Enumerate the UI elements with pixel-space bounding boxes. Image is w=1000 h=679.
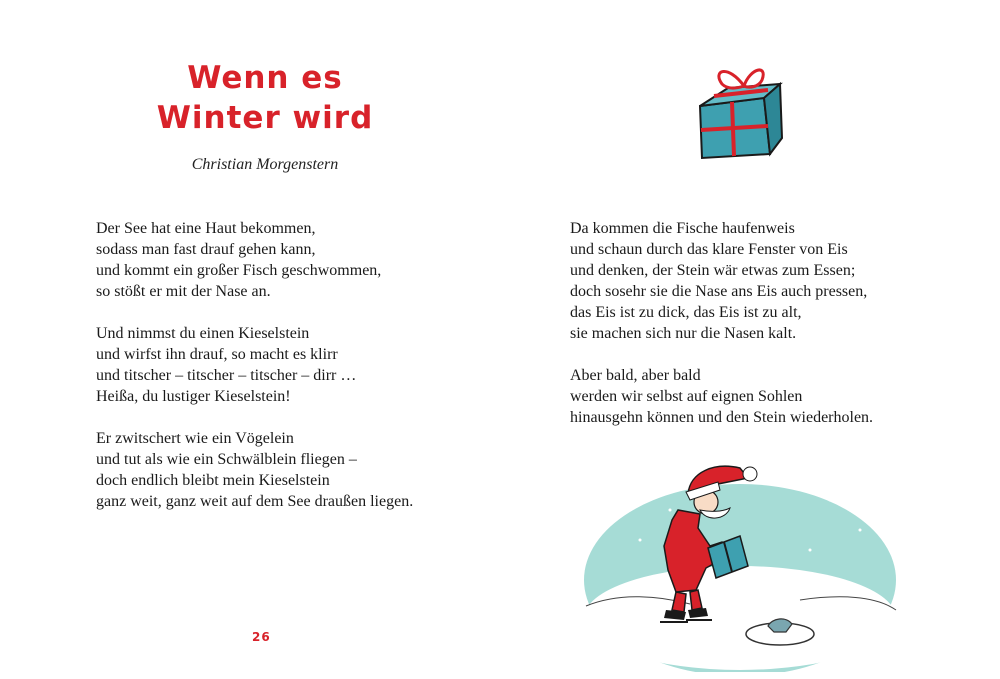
stanza	[96, 428, 413, 512]
verse-line: sodass man fast drauf gehen kann,	[96, 241, 316, 258]
verse-line: ganz weit, ganz weit auf dem See draußen liegen.	[96, 493, 414, 510]
verse-line: hinausgehn können und den Stein wiederholen.	[570, 409, 874, 426]
stanza	[96, 218, 413, 302]
verse-line: Der See hat eine Haut bekommen,	[96, 220, 316, 237]
verse-line: Und nimmst du einen Kieselstein	[96, 325, 310, 342]
verse-line: doch sosehr sie die Nase ans Eis auch pressen,	[570, 283, 868, 300]
verse-line: und kommt ein großer Fisch geschwommen,	[96, 262, 382, 279]
verse-line: Aber bald, aber bald	[570, 367, 701, 384]
verse-line: und denken, der Stein wär etwas zum Essen;	[570, 262, 856, 279]
poem-author: Christian Morgenstern	[191, 156, 339, 173]
verse-line: das Eis ist zu dick, das Eis ist zu alt,	[570, 304, 802, 321]
page-number: 26	[252, 630, 271, 644]
poem-title-line: Wenn es	[187, 60, 343, 96]
verse-line: und tut als wie ein Schwälblein fliegen –	[96, 451, 357, 468]
left-stanzas	[96, 218, 413, 533]
verse-line: so stößt er mit der Nase an.	[96, 283, 271, 300]
verse-line: Er zwitschert wie ein Vögelein	[96, 430, 294, 447]
verse-line: und titscher – titscher – titscher – dirr …	[96, 367, 357, 384]
right-page	[500, 0, 1000, 679]
verse-line: werden wir selbst auf eignen Sohlen	[570, 388, 803, 405]
stanza	[96, 323, 413, 407]
right-stanzas	[570, 218, 873, 449]
verse-line: doch endlich bleibt mein Kieselstein	[96, 472, 330, 489]
stanza	[570, 218, 873, 344]
gift-icon	[688, 58, 784, 168]
poem-title-line: Winter wird	[156, 100, 374, 136]
stanza	[570, 365, 873, 428]
verse-line: sie machen sich nur die Nasen kalt.	[570, 325, 797, 342]
santa-skating-icon	[580, 450, 900, 672]
poem-title	[130, 58, 400, 138]
verse-line: Heißa, du lustiger Kieselstein!	[96, 388, 291, 405]
verse-line: Da kommen die Fische haufenweis	[570, 220, 795, 237]
verse-line: und wirfst ihn drauf, so macht es klirr	[96, 346, 338, 363]
verse-line: und schaun durch das klare Fenster von Eis	[570, 241, 848, 258]
